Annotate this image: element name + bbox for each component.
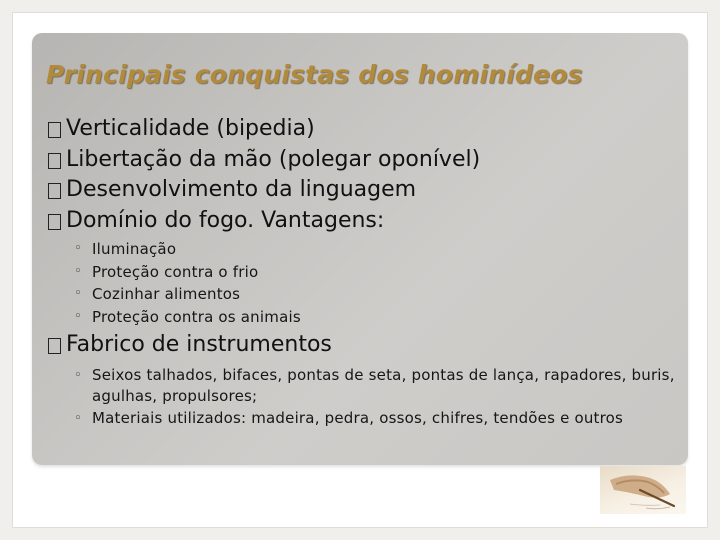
square-bullet-icon — [48, 338, 61, 354]
bullet-text: Libertação da mão (polegar oponível) — [66, 146, 481, 172]
circle-bullet-icon: ◦ — [74, 241, 82, 256]
circle-bullet-icon: ◦ — [74, 263, 82, 279]
bullet-text: Domínio do fogo. Vantagens: — [66, 207, 385, 233]
sub-bullet-item — [74, 238, 678, 261]
sub-bullet-text: Proteção contra o frio — [92, 262, 259, 281]
bullet-item — [48, 175, 678, 206]
fire-advantages-list — [74, 238, 678, 328]
sub-bullet-text: Proteção contra os animais — [92, 307, 301, 326]
bullet-text: Desenvolvimento da linguagem — [66, 177, 417, 202]
sub-bullet-text: Cozinhar alimentos — [92, 285, 241, 303]
slide-body — [48, 114, 678, 432]
bullet-item — [48, 145, 678, 176]
slide-title: Principais conquistas dos hominídeos — [46, 60, 583, 89]
bullet-item — [48, 206, 678, 237]
circle-bullet-icon: ◦ — [74, 308, 82, 324]
circle-bullet-icon: ◦ — [74, 286, 82, 301]
bullet-text: Fabrico de instrumentos — [66, 332, 332, 357]
hand-writing-photo-icon — [600, 466, 686, 514]
sub-bullet-item — [74, 408, 678, 431]
sub-bullet-item — [74, 365, 678, 408]
bullet-text: Verticalidade (bipedia) — [66, 116, 315, 141]
square-bullet-icon — [48, 122, 61, 138]
sub-bullet-item — [74, 283, 678, 306]
square-bullet-icon — [48, 183, 61, 199]
circle-bullet-icon: ◦ — [74, 367, 82, 383]
sub-bullet-text: Materiais utilizados: madeira, pedra, ossos, chifres, tendões e outros — [92, 408, 624, 427]
square-bullet-icon — [48, 153, 61, 169]
tools-details-list — [74, 365, 678, 431]
sub-bullet-text: Iluminação — [92, 240, 177, 258]
circle-bullet-icon: ◦ — [74, 410, 82, 426]
bullet-item — [48, 330, 678, 361]
sub-bullet-text: Seixos talhados, bifaces, pontas de seta, pontas de lança, rapadores, buris, agulhas, propulsores; — [92, 365, 675, 405]
sub-bullet-item — [74, 306, 678, 329]
sub-bullet-item — [74, 261, 678, 284]
bullet-item — [48, 114, 678, 145]
square-bullet-icon — [48, 214, 61, 230]
